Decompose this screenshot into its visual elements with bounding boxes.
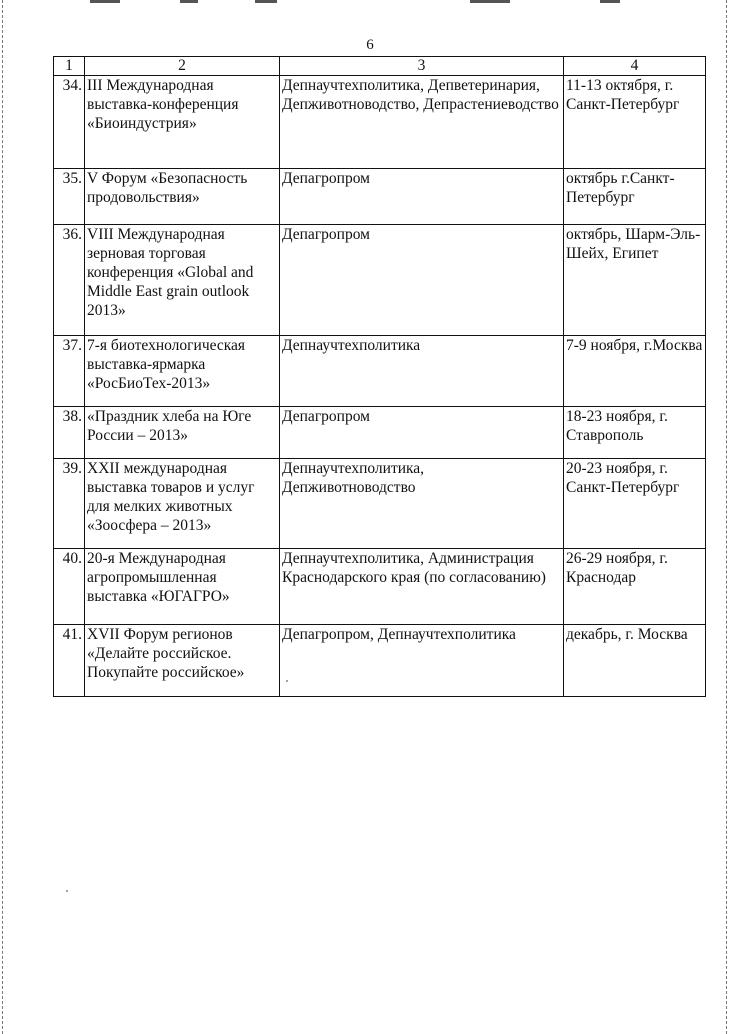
column-header: 2 [85,57,280,76]
scan-mark [600,0,620,3]
table-row [54,407,706,459]
event-name: V Форум «Безопасность продовольствия» [85,169,280,225]
column-header: 3 [280,57,564,76]
event-name: XVII Форум регионов «Делайте российское. Покупайте российское» [85,625,280,697]
table-row [54,549,706,625]
table-row [54,76,706,169]
date-location: октябрь, Шарм-Эль-Шейх, Египет [564,225,706,336]
responsible-departments: Депагропром, Депнаучтехполитика [280,625,564,697]
responsible-departments: Депнаучтехполитика, Депживотноводство [280,459,564,549]
table-header-row [54,57,706,76]
column-header: 4 [564,57,706,76]
scan-mark [470,0,510,3]
table-row [54,459,706,549]
event-name: VIII Международная зерновая торговая конференция «Global and Middle East grain outlook 2013» [85,225,280,336]
scan-mark [255,0,277,3]
event-name: «Праздник хлеба на Юге России – 2013» [85,407,280,459]
row-number: 35. [54,169,85,225]
responsible-departments: Депнаучтехполитика [280,336,564,407]
page-number: 6 [366,37,374,53]
row-number: 40. [54,549,85,625]
scan-mark [90,0,120,3]
date-location: 7-9 ноября, г.Москва [564,336,706,407]
scan-speck [286,680,288,682]
scan-mark [180,0,198,3]
event-name: 20-я Международная агропромышленная выставка «ЮГАГРО» [85,549,280,625]
date-location: октябрь г.Санкт-Петербург [564,169,706,225]
scan-speck [66,890,68,892]
row-number: 41. [54,625,85,697]
events-table [53,56,706,697]
table-row [54,336,706,407]
scan-edge-left [2,0,3,1034]
responsible-departments: Депагропром [280,407,564,459]
date-location: 26-29 ноября, г. Краснодар [564,549,706,625]
column-header: 1 [54,57,85,76]
date-location: 18-23 ноября, г. Ставрополь [564,407,706,459]
row-number: 36. [54,225,85,336]
responsible-departments: Депагропром [280,225,564,336]
responsible-departments: Депнаучтехполитика, Депветеринария, Депживотноводство, Депрастениеводство [280,76,564,169]
row-number: 37. [54,336,85,407]
row-number: 38. [54,407,85,459]
responsible-departments: Депагропром [280,169,564,225]
date-location: декабрь, г. Москва [564,625,706,697]
row-number: 39. [54,459,85,549]
row-number: 34. [54,76,85,169]
table-row [54,169,706,225]
responsible-departments: Депнаучтехполитика, Администрация Краснодарского края (по согласованию) [280,549,564,625]
event-name: XXII международная выставка товаров и услуг для мелких животных «Зоосфера – 2013» [85,459,280,549]
date-location: 11-13 октября, г. Санкт-Петербург [564,76,706,169]
date-location: 20-23 ноября, г. Санкт-Петербург [564,459,706,549]
event-name: III Международная выставка-конференция «Биоиндустрия» [85,76,280,169]
table-row [54,625,706,697]
table-row [54,225,706,336]
event-name: 7-я биотехнологическая выставка-ярмарка «РосБиоТех-2013» [85,336,280,407]
scan-edge-right [726,0,727,1034]
